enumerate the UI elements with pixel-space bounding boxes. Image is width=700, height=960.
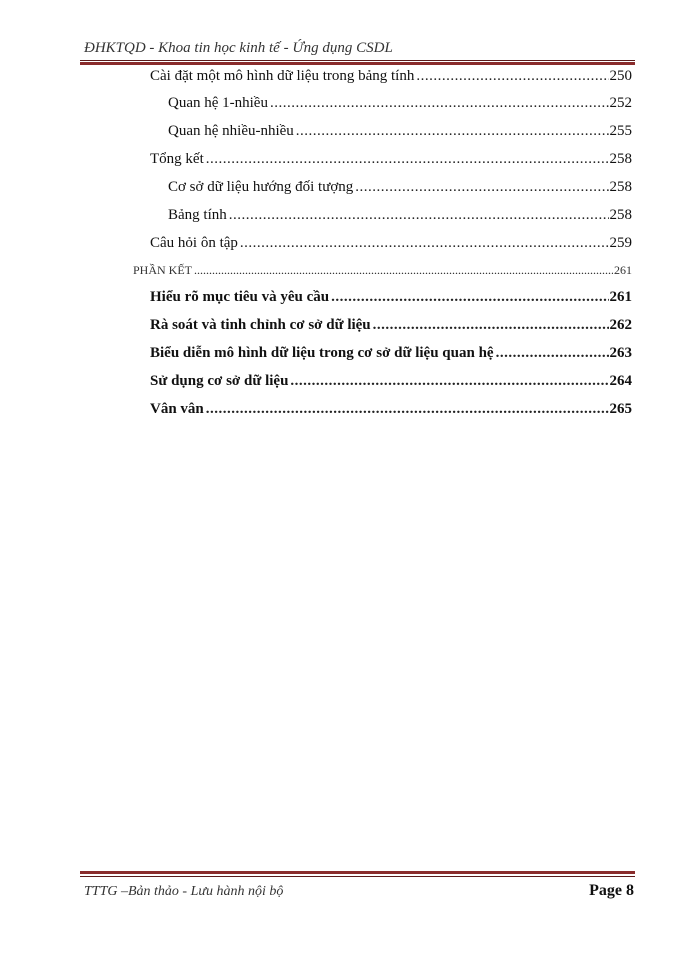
toc-entry-part[interactable] xyxy=(133,263,632,278)
footer-rule-thin xyxy=(80,876,635,877)
toc-entry-title: Cài đặt một mô hình dữ liệu trong bảng tính xyxy=(150,68,415,84)
toc-entry-title: Sử dụng cơ sở dữ liệu xyxy=(150,373,289,389)
toc-leader-dots xyxy=(296,123,609,140)
toc-leader-dots xyxy=(270,95,609,112)
toc-leader-dots xyxy=(194,263,613,278)
toc-entry-page: 263 xyxy=(609,345,632,361)
toc-entry-title: Rà soát và tinh chỉnh cơ sở dữ liệu xyxy=(150,317,371,333)
toc-entry-title: Vân vân xyxy=(150,401,204,417)
toc-leader-dots xyxy=(373,317,609,334)
toc-leader-dots xyxy=(355,179,608,196)
toc-leader-dots xyxy=(331,289,608,306)
toc-entry-title: Biểu diễn mô hình dữ liệu trong cơ sở dữ liệu quan hệ xyxy=(150,345,494,361)
toc-entry[interactable] xyxy=(168,95,632,112)
toc-entry-page: 261 xyxy=(609,289,632,305)
toc-entry[interactable] xyxy=(150,401,632,418)
toc-entry-page: 265 xyxy=(609,401,632,417)
toc-entry[interactable] xyxy=(168,207,632,224)
toc-entry-title: Quan hệ 1-nhiều xyxy=(168,95,268,111)
toc-leader-dots xyxy=(496,345,609,362)
toc-entry[interactable] xyxy=(168,179,632,196)
toc-entry-page: 255 xyxy=(609,123,632,139)
toc-entry-page: 259 xyxy=(609,235,632,251)
toc-entry-title: Quan hệ nhiều-nhiều xyxy=(168,123,294,139)
toc-entry-page: 250 xyxy=(609,68,632,84)
toc-entry-title: Câu hỏi ôn tập xyxy=(150,235,238,251)
toc-leader-dots xyxy=(290,373,608,390)
toc-entry-title: PHẦN KẾT xyxy=(133,263,192,277)
toc-entry-page: 258 xyxy=(609,151,632,167)
footer-rule-thick xyxy=(80,871,635,874)
header-rule-thick xyxy=(80,62,635,65)
toc-entry-title: Bảng tính xyxy=(168,207,227,223)
toc-leader-dots xyxy=(206,151,609,168)
toc-entry[interactable] xyxy=(168,123,632,140)
toc-entry-page: 258 xyxy=(609,207,632,223)
toc-entry-title: Tổng kết xyxy=(150,151,204,167)
toc-leader-dots xyxy=(206,401,609,418)
toc-entry-page: 261 xyxy=(614,263,632,277)
toc-entry-title: Hiểu rõ mục tiêu và yêu cầu xyxy=(150,289,330,305)
toc-entry-page: 252 xyxy=(609,95,632,111)
toc-entry[interactable] xyxy=(150,68,632,85)
toc-entry-page: 264 xyxy=(609,373,632,389)
header-rule-thin xyxy=(80,60,635,61)
toc-entry[interactable] xyxy=(150,235,632,252)
toc-entry-page: 258 xyxy=(609,179,632,195)
header-title: ĐHKTQD - Khoa tin học kinh tế - Ứng dụng CSDL xyxy=(84,40,393,56)
toc-entry[interactable] xyxy=(150,317,632,334)
page-number: Page 8 xyxy=(589,882,634,899)
toc-leader-dots xyxy=(240,235,609,252)
toc-leader-dots xyxy=(229,207,609,224)
toc-entry[interactable] xyxy=(150,373,632,390)
toc-entry[interactable] xyxy=(150,151,632,168)
toc-leader-dots xyxy=(416,68,608,85)
toc-entry-title: Cơ sở dữ liệu hướng đối tượng xyxy=(168,179,354,195)
toc-entry[interactable] xyxy=(150,345,632,362)
toc-entry-page: 262 xyxy=(609,317,632,333)
footer-note: TTTG –Bản thảo - Lưu hành nội bộ xyxy=(84,884,284,899)
toc-entry[interactable] xyxy=(150,289,632,306)
